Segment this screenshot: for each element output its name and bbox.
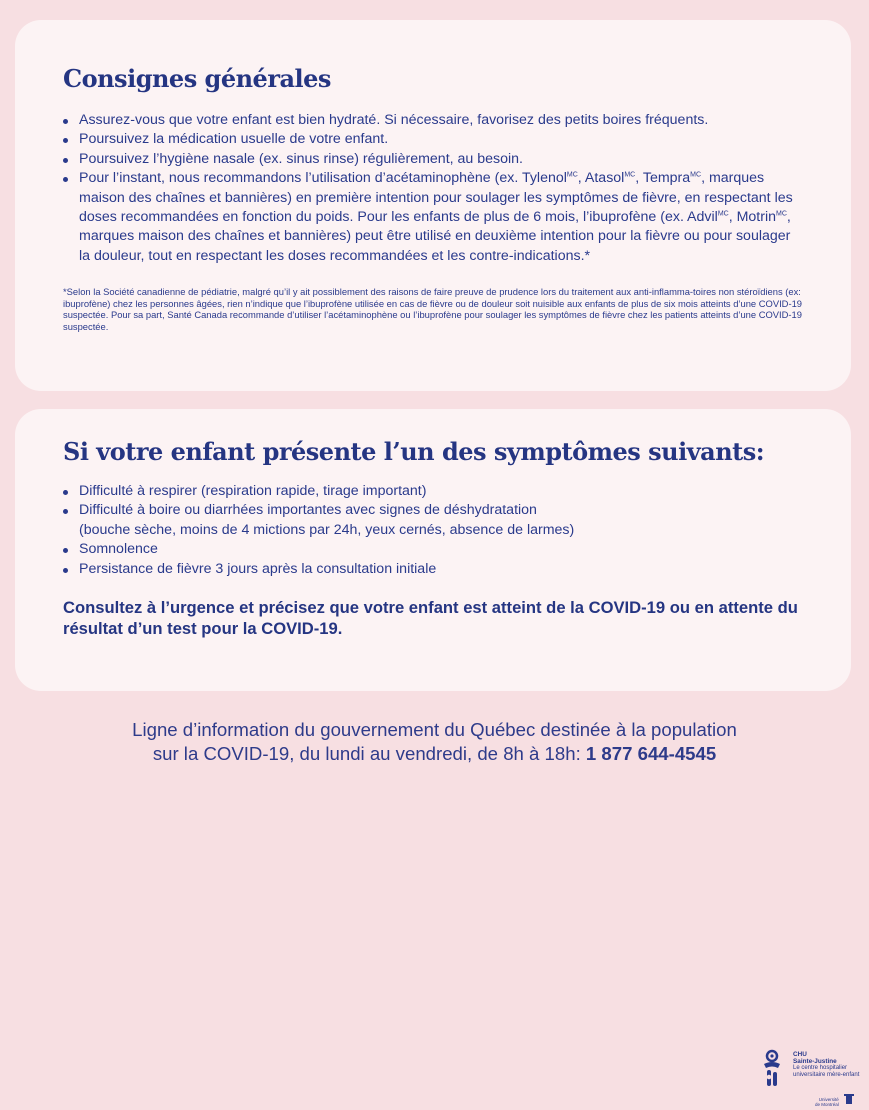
general-instructions-list (63, 111, 805, 266)
logo-text: CHU Sainte-Justine Le centre hospitalier universitaire mère-enfant (793, 1051, 860, 1078)
list-item: Difficulté à boire ou diarrhées importantes avec signes de déshydratation (bouche sèche, moins de 4 mictions par 24h, yeux cernés, absence de larmes) (63, 501, 805, 540)
list-item: Difficulté à respirer (respiration rapide, tirage important) (63, 482, 805, 501)
symptoms-card (15, 409, 851, 691)
bullet-icon (63, 509, 68, 514)
udem-logo-text: Université de Montréal (815, 1097, 839, 1107)
list-item: Somnolence (63, 540, 805, 559)
bullet-icon (63, 568, 68, 573)
symptoms-list (63, 482, 805, 579)
info-line-1: Ligne d’information du gouvernement du Québec destinée à la population (132, 719, 737, 740)
bullet-icon (63, 548, 68, 553)
section-title-symptoms: Si votre enfant présente l’un des symptômes suivants: (63, 437, 765, 466)
bullet-icon (63, 158, 68, 163)
bullet-icon (63, 138, 68, 143)
bullet-icon (63, 490, 68, 495)
list-item: Pour l’instant, nous recommandons l’utilisation d’acétaminophène (ex. Tylenol$^{MC}$, Atasol$^{MC}$, Tempra$^{MC}$, marques maison des chaînes et bannières) en première intention pour soulager les symptômes de fièvre, en respectant les doses recommandées en fonction du poids. Pour les enfants de plus de 6 mois, l’ibuprofène (ex. Advil$^{MC}$, Motrin$^{MC}$, marques maison des chaînes et bannières) peut être utilisé en deuxième intention pour la fièvre ou pour soulager la douleur, tout en respectant les doses recommandées et les contre-indications.* (63, 169, 805, 266)
info-line (0, 718, 869, 766)
section-title-general: Consignes générales (63, 64, 331, 93)
bullet-icon (63, 177, 68, 182)
info-line-2: sur la COVID-19, du lundi au vendredi, de 8h à 18h: 1 877 644-4545 (152, 743, 717, 764)
list-item: Poursuivez l’hygiène nasale (ex. sinus rinse) régulièrement, au besoin. (63, 150, 805, 169)
footnote: *Selon la Société canadienne de pédiatrie, malgré qu’il y ait possiblement des raisons de faire preuve de prudence lors du traitement aux anti-inflamma-toires non stéroïdiens (ex: ibuprofène) chez les personnes âgées, rien n’indique que l’ibuprofène utilisée en cas de fièvre ou de douleur soit nuisible aux enfants de plus de six mois atteints d’une COVID-19 suspectée. Pour sa part, Santé Canada recommande d’utiliser l’acétaminophène ou l’ibuprofène pour soulager les symptômes de fièvre chez les patients atteints d’une COVID-19 suspectée. (63, 286, 802, 333)
consult-emergency-notice: Consultez à l’urgence et précisez que votre enfant est atteint de la COVID-19 ou en attente du résultat d’un test pour la COVID-19. (63, 598, 798, 639)
general-instructions-card (15, 20, 851, 391)
list-item: Persistance de fièvre 3 jours après la consultation initiale (63, 560, 805, 579)
phone-number: 1 877 644-4545 (585, 743, 717, 764)
bullet-icon (63, 119, 68, 124)
list-item: Assurez-vous que votre enfant est bien hydraté. Si nécessaire, favorisez des petits boires fréquents. (63, 111, 805, 130)
list-item: Poursuivez la médication usuelle de votre enfant. (63, 130, 805, 149)
